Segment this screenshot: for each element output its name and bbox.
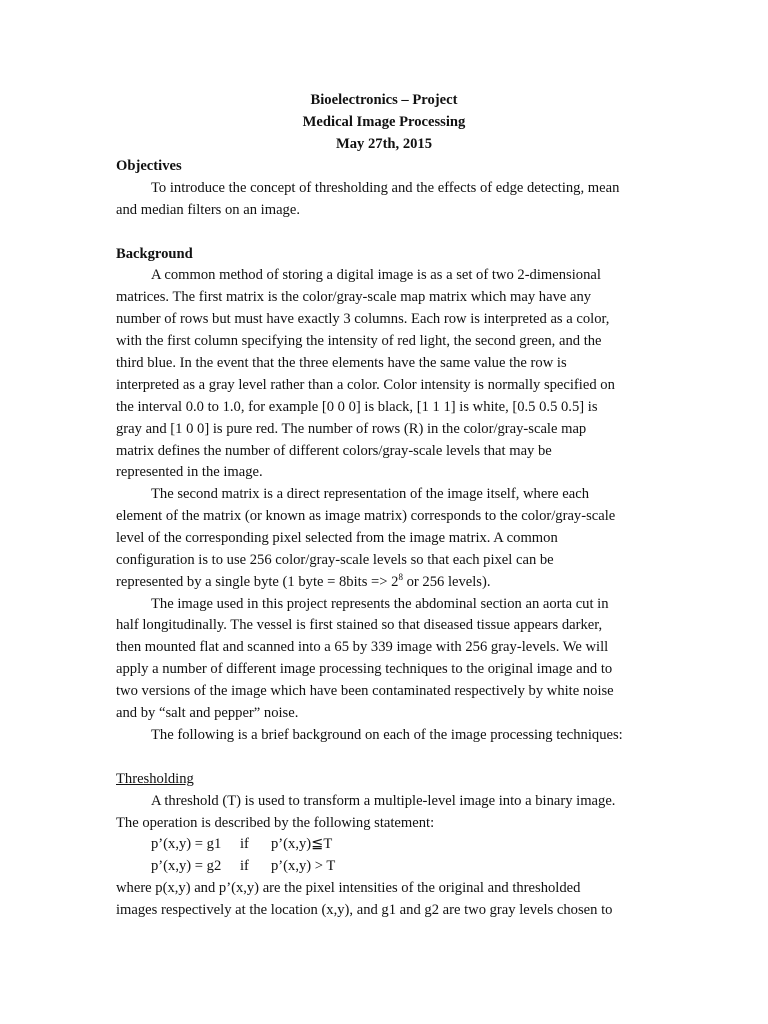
- paragraph-line: matrix defines the number of different colors/gray-scale levels that may be: [116, 443, 552, 459]
- paragraph-line: the interval 0.0 to 1.0, for example [0 0 0] is black, [1 1 1] is white, [0.5 0.5 0.5] is: [116, 399, 598, 415]
- paragraph-line: then mounted flat and scanned into a 65 by 339 image with 256 gray-levels. We will: [116, 639, 609, 655]
- paragraph-line: [116, 572, 491, 592]
- paragraph-line: The second matrix is a direct representation of the image itself, where each: [151, 486, 590, 502]
- paragraph-line: where p(x,y) and p’(x,y) are the pixel intensities of the original and thresholded: [116, 880, 581, 896]
- paragraph-line: and by “salt and pepper” noise.: [116, 705, 299, 721]
- paragraph-line: images respectively at the location (x,y), and g1 and g2 are two gray levels chosen to: [116, 902, 613, 918]
- equation-2-rhs: p’(x,y) > T: [271, 858, 336, 874]
- paragraph-line: with the first column specifying the intensity of red light, the second green, and the: [116, 333, 602, 349]
- paragraph-line: A common method of storing a digital image is as a set of two 2-dimensional: [151, 267, 601, 283]
- paragraph-line: number of rows but must have exactly 3 columns. Each row is interpreted as a color,: [116, 311, 610, 327]
- document-date: May 27th, 2015: [335, 136, 433, 152]
- paragraph-line: apply a number of different image processing techniques to the original image and to: [116, 661, 613, 677]
- paragraph-line: half longitudinally. The vessel is first stained so that diseased tissue appears darker,: [116, 617, 603, 633]
- paragraph-line: level of the corresponding pixel selected from the image matrix. A common: [116, 530, 558, 546]
- paragraph-line: configuration is to use 256 color/gray-scale levels so that each pixel can be: [116, 552, 554, 568]
- paragraph-line: third blue. In the event that the three elements have the same value the row is: [116, 355, 567, 371]
- paragraph-line: matrices. The first matrix is the color/gray-scale map matrix which may have any: [116, 289, 592, 305]
- paragraph-line: interpreted as a gray level rather than a color. Color intensity is normally specified on: [116, 377, 615, 393]
- paragraph-line: gray and [1 0 0] is pure red. The number of rows (R) in the color/gray-scale map: [116, 421, 587, 437]
- equation-1-cond: if: [240, 836, 249, 852]
- equation-2-lhs: p’(x,y) = g2: [151, 858, 222, 874]
- objectives-heading: Objectives: [116, 158, 182, 174]
- superscript: 8: [398, 572, 403, 582]
- equation-1-lhs: p’(x,y) = g1: [151, 836, 222, 852]
- objectives-line-1: To introduce the concept of thresholding and the effects of edge detecting, mean: [151, 180, 620, 196]
- equation-1-rhs: p’(x,y)≦T: [271, 836, 333, 852]
- paragraph-line: A threshold (T) is used to transform a multiple-level image into a binary image.: [151, 793, 616, 809]
- paragraph-line: The image used in this project represents the abdominal section an aorta cut in: [151, 596, 609, 612]
- background-heading: Background: [116, 246, 193, 262]
- paragraph-line: element of the matrix (or known as image matrix) corresponds to the color/gray-scale: [116, 508, 616, 524]
- objectives-line-2: and median filters on an image.: [116, 202, 300, 218]
- thresholding-heading: Thresholding: [116, 771, 194, 787]
- document-subtitle: Medical Image Processing: [302, 114, 466, 130]
- paragraph-line: two versions of the image which have been contaminated respectively by white noise: [116, 683, 614, 699]
- document-title: Bioelectronics – Project: [310, 92, 458, 108]
- paragraph-line: The operation is described by the following statement:: [116, 815, 435, 831]
- equation-2-cond: if: [240, 858, 249, 874]
- text-run: represented by a single byte (1 byte = 8bits => 2: [116, 574, 399, 590]
- text-run: or 256 levels).: [402, 574, 491, 590]
- paragraph-line: represented in the image.: [116, 464, 263, 480]
- paragraph-line: The following is a brief background on each of the image processing techniques:: [151, 727, 623, 743]
